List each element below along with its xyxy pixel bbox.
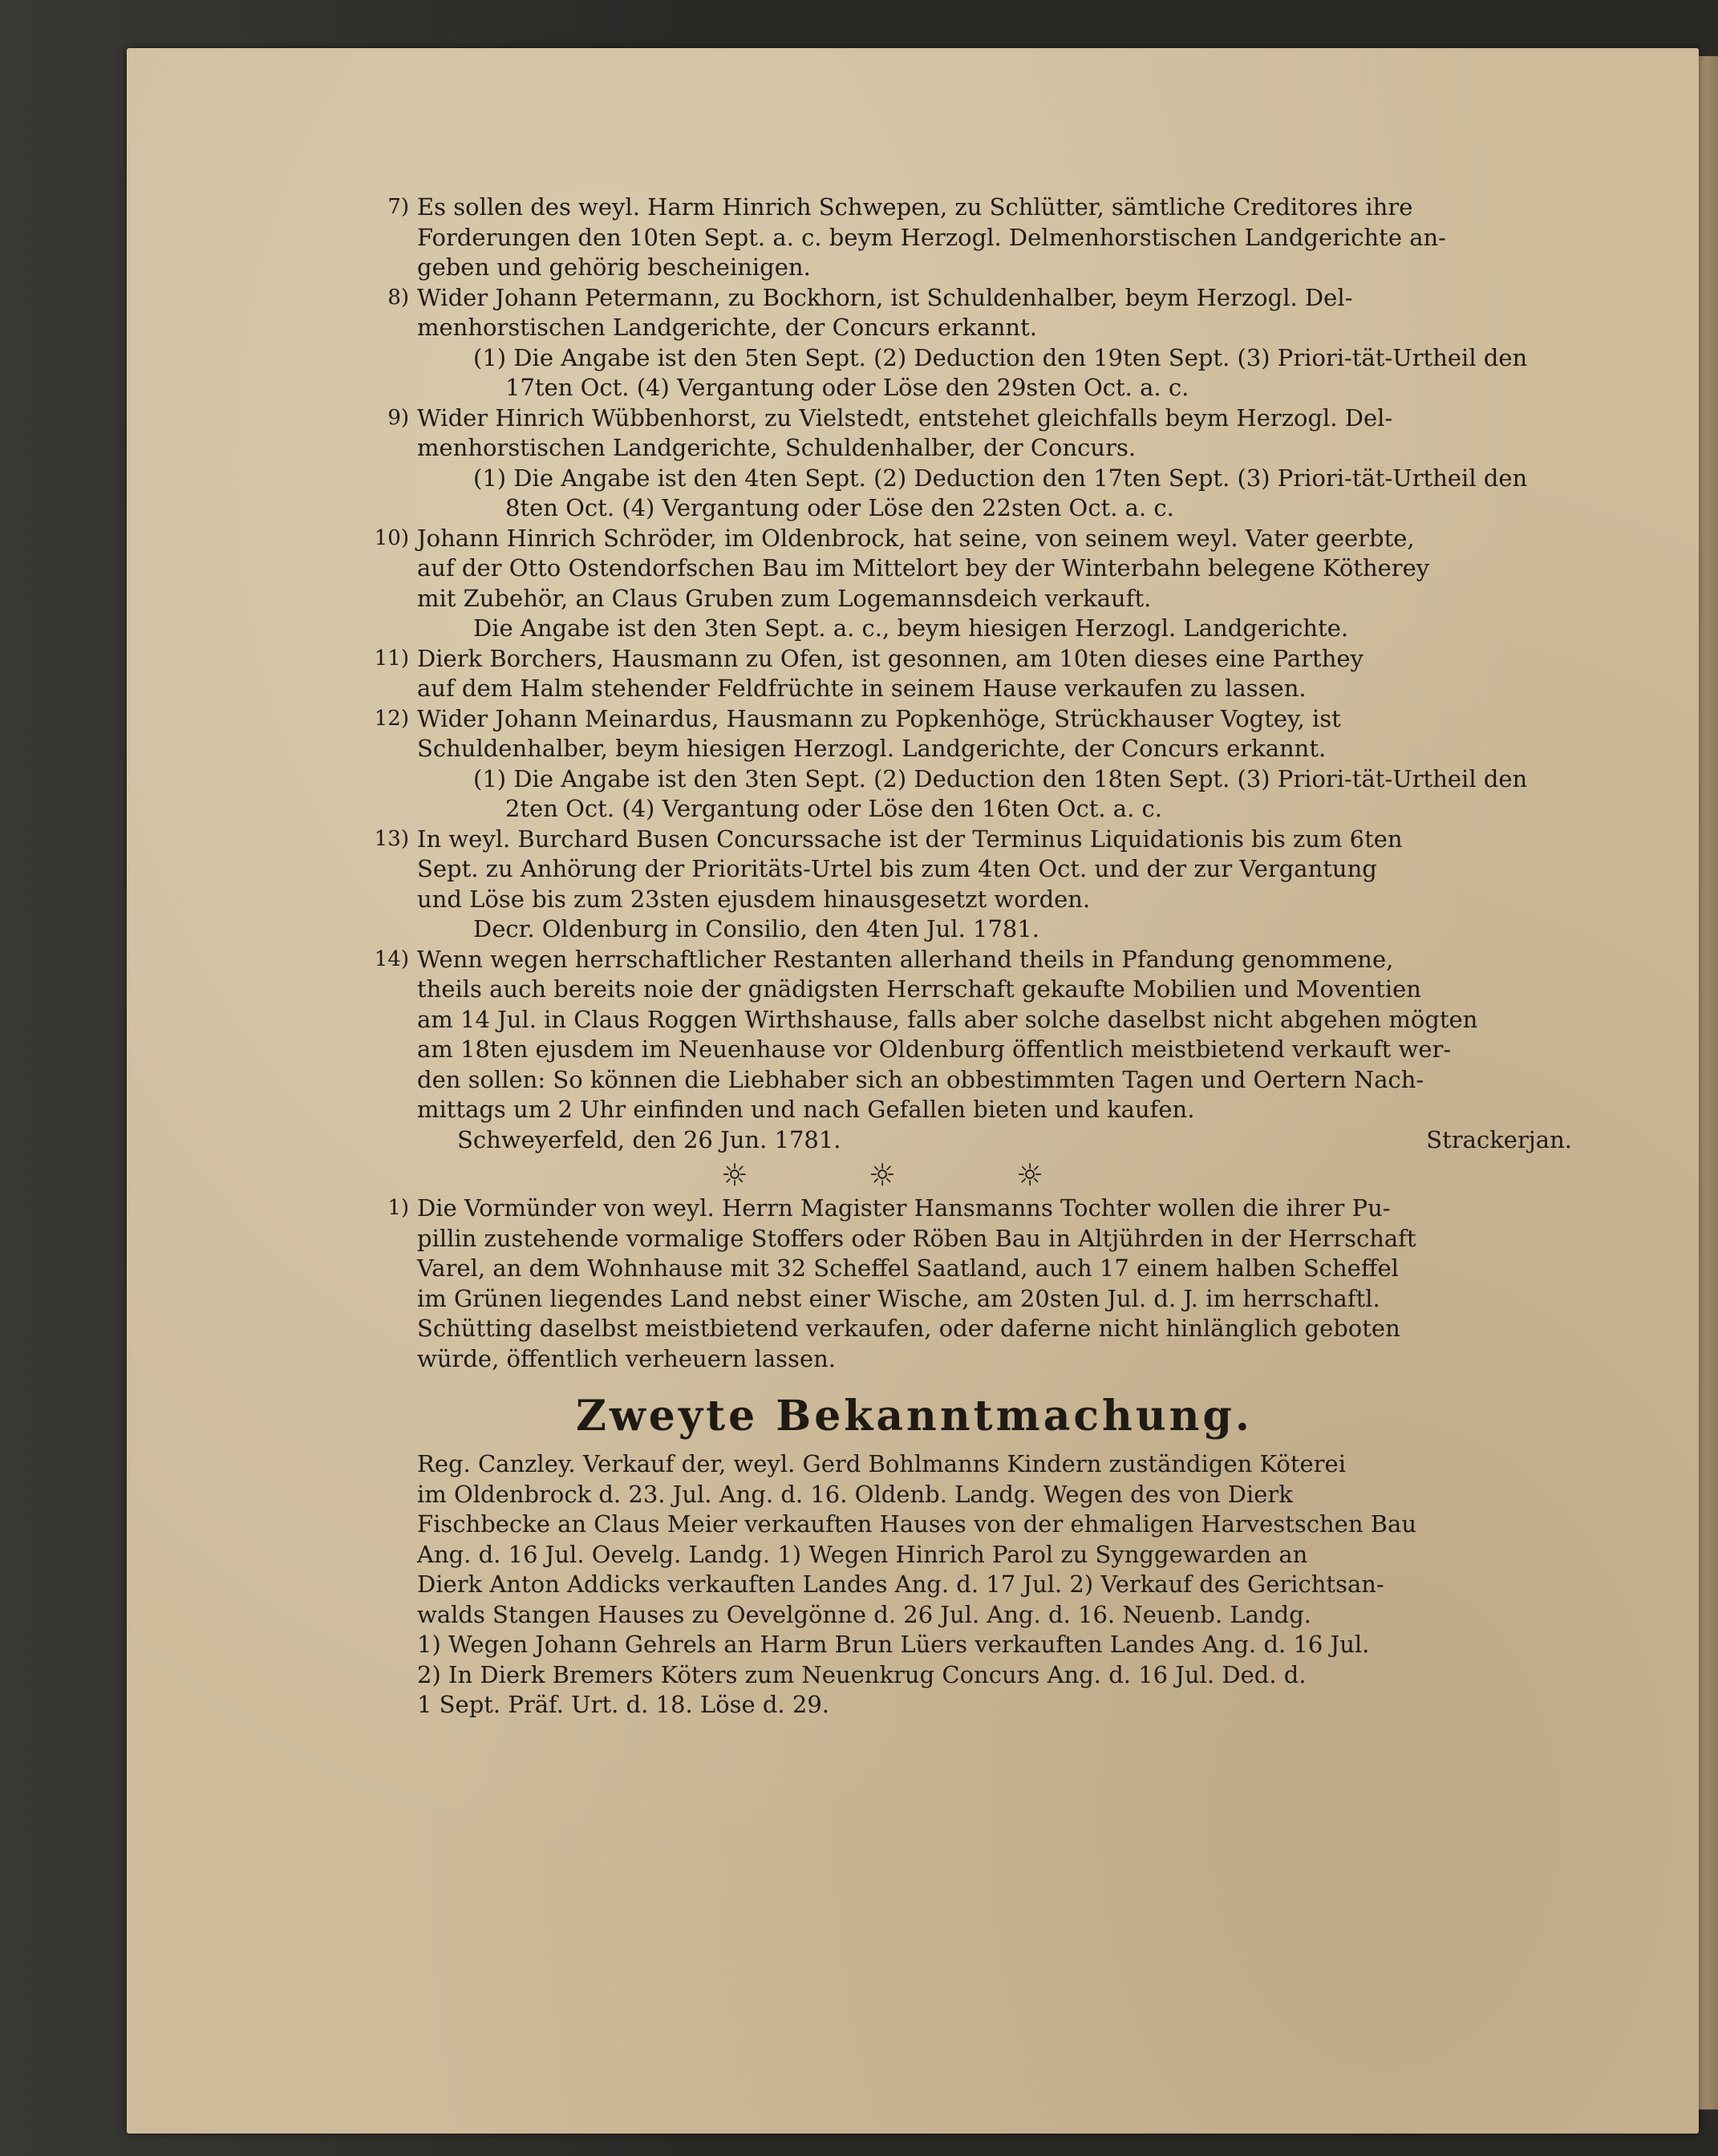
entry-line: im Grünen liegendes Land nebst einer Wische, am 20sten Jul. d. J. im herrschaftl. [417,1284,1380,1312]
announcement-line: 1 Sept. Präf. Urt. d. 18. Löse d. 29. [417,1691,829,1718]
sun-ornament-icon: ☼ [1016,1157,1044,1193]
entry-line: Johann Hinrich Schröder, im Oldenbrock, hat seine, von seinem weyl. Vater geerbte, [417,524,1415,552]
notice-entry-12 [374,704,1572,825]
entry-line: Wider Hinrich Wübbenhorst, zu Vielstedt, entstehet gleichfalls beym Herzogl. Del- [417,403,1393,432]
notice-entry-7 [387,192,1572,283]
entry-schedule: Die Angabe ist den 3ten Sept. a. c., beym hiesigen Herzogl. Landgerichte. [473,614,1349,642]
section-separator [417,1158,1572,1192]
entry-decree: Decr. Oldenburg in Consilio, den 4ten Jul. 1781. [473,915,1040,942]
entry-line: mittags um 2 Uhr einfinden und nach Gefallen bieten und kaufen. [417,1096,1195,1123]
entry-number: 1) [387,1196,409,1220]
entry-line: Wider Johann Meinardus, Hausmann zu Popkenhöge, Strückhauser Vogtey, ist [417,704,1341,732]
notice-entry-10 [374,524,1572,644]
entry-line: Wider Johann Petermann, zu Bockhorn, ist Schuldenhalber, beym Herzogl. Del- [417,283,1353,311]
entry-schedule: (1) Die Angabe ist den 3ten Sept. (2) Deduction den 18ten Sept. (3) Priori-tät-Urtheil den 2ten Oct. (4) Vergantung oder Löse den 16ten Oct. a. c. [473,764,1528,822]
entry-line: am 18ten ejusdem im Neuenhause vor Oldenburg öffentlich meistbietend verkauft wer- [417,1035,1452,1063]
entry-line: Sept. zu Anhörung der Prioritäts-Urtel bis zum 4ten Oct. und der zur Vergantung [417,855,1377,882]
section-heading: Zweyte Bekanntmachung. [576,1392,1253,1441]
signatory: Strackerjan. [1426,1125,1572,1153]
entry-number: 9) [387,405,409,430]
entry-line: Varel, an dem Wohnhause mit 32 Scheffel Saatland, auch 17 einem halben Scheffel [417,1254,1399,1282]
entry-number: 14) [374,946,409,971]
entry-schedule: (1) Die Angabe ist den 5ten Sept. (2) Deduction den 19ten Sept. (3) Priori-tät-Urtheil den 17ten Oct. (4) Vergantung oder Löse den 29sten Oct. a. c. [473,343,1528,401]
entry-line: Es sollen des weyl. Harm Hinrich Schwepen, zu Schlütter, sämtliche Creditores ihre [417,193,1413,221]
entry-number: 8) [387,285,409,310]
notice-entry-11 [374,644,1572,704]
entry-line: geben und gehörig bescheinigen. [417,253,811,281]
entry-line: Die Vormünder von weyl. Herrn Magister Hansmanns Tochter wollen die ihrer Pu- [417,1194,1391,1222]
entry-line: auf der Otto Ostendorfschen Bau im Mittelort bey der Winterbahn belegene Kötherey [417,554,1430,582]
entry-line: menhorstischen Landgerichte, Schuldenhalber, der Concurs. [417,434,1137,461]
announcement-line: 1) Wegen Johann Gehrels an Harm Brun Lüers verkauften Landes Ang. d. 16 Jul. [417,1631,1370,1658]
notice-entry-14 [374,945,1572,1156]
announcement-line: im Oldenbrock d. 23. Jul. Ang. d. 16. Oldenb. Landg. Wegen des von Dierk [417,1480,1293,1508]
notice-entry-13 [374,825,1572,945]
announcement-line: Reg. Canzley. Verkauf der, weyl. Gerd Bohlmanns Kindern zuständigen Köterei [417,1450,1346,1477]
notice-entry-9 [387,403,1572,524]
entry-schedule: (1) Die Angabe ist den 4ten Sept. (2) Deduction den 17ten Sept. (3) Priori-tät-Urtheil den 8ten Oct. (4) Vergantung oder Löse den 22sten Oct. a. c. [473,464,1528,521]
entry-line: Schuldenhalber, beym hiesigen Herzogl. Landgerichte, der Concurs erkannt. [417,735,1327,762]
entry-line: theils auch bereits noie der gnädigsten Herrschaft gekaufte Mobilien und Moventien [417,975,1421,1003]
announcement-line: 2) In Dierk Bremers Köters zum Neuenkrug Concurs Ang. d. 16 Jul. Ded. d. [417,1660,1307,1688]
entry-line: den sollen: So können die Liebhaber sich an obbestimmten Tagen und Oertern Nach- [417,1065,1424,1093]
entry-number: 13) [374,826,409,851]
notice-entry-guardians [387,1194,1572,1374]
entry-number: 11) [374,646,409,671]
announcement-line: Dierk Anton Addicks verkauften Landes Ang. d. 17 Jul. 2) Verkauf des Gerichtsan- [417,1570,1384,1598]
entry-line: Schütting daselbst meistbietend verkaufen, oder daferne nicht hinlänglich geboten [417,1315,1400,1342]
entry-line: pillin zustehende vormalige Stoffers oder Röben Bau in Altjührden in der Herrschaft [417,1224,1416,1252]
entry-number: 12) [374,706,409,731]
notice-entry-8 [387,283,1572,403]
entry-line: In weyl. Burchard Busen Concurssache ist der Terminus Liquidationis bis zum 6ten [417,825,1403,853]
second-announcement [417,1449,1572,1720]
sun-ornament-icon: ☼ [868,1157,897,1193]
announcement-line: Fischbecke an Claus Meier verkauften Hauses von der ehmaligen Harvestschen Bau [417,1510,1417,1538]
entry-line: würde, öffentlich verheuern lassen. [417,1344,836,1372]
entry-line: Wenn wegen herrschaftlicher Restanten allerhand theils in Pfandung genommene, [417,945,1394,973]
entry-number: 7) [387,195,409,219]
announcement-line: walds Stangen Hauses zu Oevelgönne d. 26 Jul. Ang. d. 16. Neuenb. Landg. [417,1600,1311,1628]
place-date: Schweyerfeld, den 26 Jun. 1781. [457,1125,841,1153]
sun-ornament-icon: ☼ [720,1157,748,1193]
entry-line: am 14 Jul. in Claus Roggen Wirthshause, falls aber solche daselbst nicht abgehen mögten [417,1005,1478,1033]
document-text [374,192,1572,1720]
entry-line: menhorstischen Landgerichte, der Concurs erkannt. [417,314,1037,341]
entry-line: mit Zubehör, an Claus Gruben zum Logemannsdeich verkauft. [417,584,1152,612]
announcement-line: Ang. d. 16 Jul. Oevelg. Landg. 1) Wegen Hinrich Parol zu Synggewarden an [417,1540,1308,1568]
entry-number: 10) [374,525,409,550]
entry-line: und Löse bis zum 23sten ejusdem hinausgesetzt worden. [417,885,1091,913]
entry-line: Dierk Borchers, Hausmann zu Ofen, ist gesonnen, am 10ten dieses eine Parthey [417,644,1363,672]
signature-row [417,1125,1572,1156]
entry-line: Forderungen den 10ten Sept. a. c. beym Herzogl. Delmenhorstischen Landgerichte an- [417,223,1446,251]
entry-line: auf dem Halm stehender Feldfrüchte in seinem Hause verkaufen zu lassen. [417,675,1307,702]
